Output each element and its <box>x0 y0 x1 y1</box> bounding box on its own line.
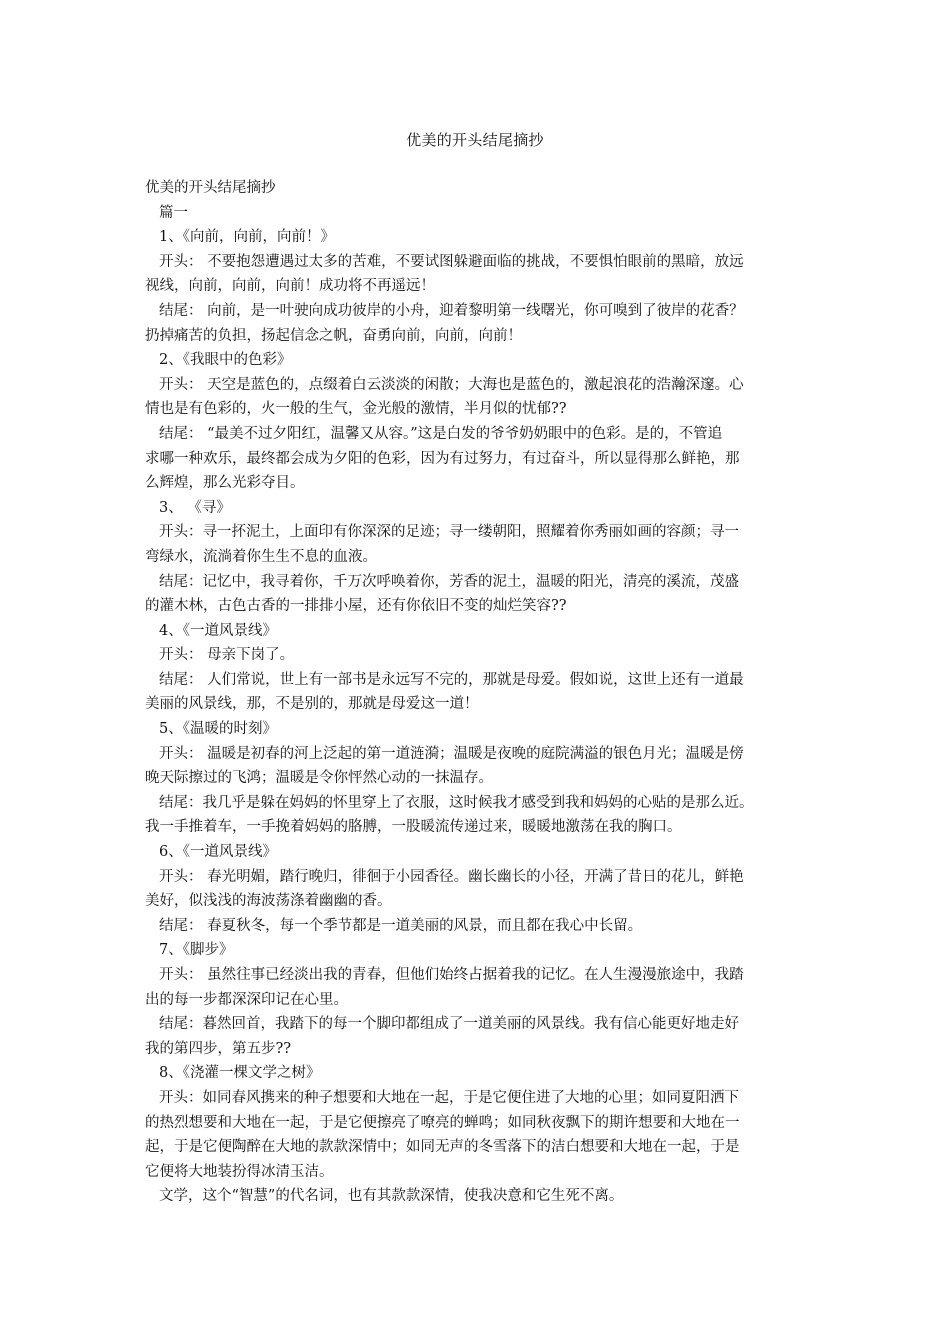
text-line: 结尾：暮然回首，我踏下的每一个脚印都组成了一道美丽的风景线。我有信心能更好地走好 <box>159 1016 739 1033</box>
document-body <box>145 176 807 1209</box>
text-line: 它便将大地装扮得冰清玉洁。 <box>145 1163 334 1180</box>
text-line: 开头： 春光明媚，踏行晚归，徘徊于小园香径。幽长幽长的小径，开满了昔日的花儿，鲜艳 <box>159 868 744 885</box>
text-line: 的热烈想要和大地在一起，于是它便擦亮了嘹亮的蝉鸣；如同秋夜飘下的期许想要和大地在一 <box>145 1114 740 1131</box>
text-line: 视线，向前，向前，向前！成功将不再遥远！ <box>145 278 435 295</box>
text-line: 8、《浇灌一棵文学之树》 <box>159 1065 321 1082</box>
text-line: 美好，似浅浅的海波荡涤着幽幽的香。 <box>145 893 392 910</box>
text-line: 开头：如同春风携来的种子想要和大地在一起，于是它便住进了大地的心里；如同夏阳洒下 <box>159 1089 739 1106</box>
text-line: 4、《一道风景线》 <box>159 622 277 639</box>
text-line: 6、《一道风景线》 <box>159 844 277 861</box>
text-line: 的灌木林，古色古香的一排排小屋，还有你依旧不变的灿烂笑容?? <box>145 598 567 615</box>
text-line: 起，于是它便陶醉在大地的款款深情中；如同无声的冬雪落下的洁白想要和大地在一起，于是 <box>145 1139 740 1156</box>
text-line: 2、《我眼中的色彩》 <box>159 352 292 369</box>
text-line: 结尾： 春夏秋冬，每一个季节都是一道美丽的风景，而且都在我心中长留。 <box>159 917 643 934</box>
text-line: 篇一 <box>159 204 188 221</box>
text-line: 晚天际擦过的飞鸿；温暖是令你怦然心动的一抹温存。 <box>145 770 493 787</box>
text-line: 7、《脚步》 <box>159 942 234 959</box>
text-line: 结尾： 向前，是一叶驶向成功彼岸的小舟，迎着黎明第一线曙光，你可嗅到了彼岸的花香？ <box>159 302 744 319</box>
text-line: 出的每一步都深深印记在心里。 <box>145 991 348 1008</box>
text-line: 优美的开头结尾摘抄 <box>145 180 276 196</box>
text-line: 么辉煌，那么光彩夺目。 <box>145 475 305 492</box>
text-line: 我的第四步，第五步?? <box>145 1040 292 1057</box>
text-line: 结尾：我几乎是躲在妈妈的怀里穿上了衣服，这时候我才感受到我和妈妈的心贴的是那么近。 <box>159 794 754 811</box>
text-line: 求哪一种欢乐，最终都会成为夕阳的色彩，因为有过努力，有过奋斗，所以显得那么鲜艳，那 <box>145 450 740 467</box>
text-line: 情也是有色彩的，火一般的生气，金光般的激情，半月似的忧郁?? <box>145 401 567 418</box>
text-line: 我一手推着车，一手挽着妈妈的胳膊，一股暖流传递过来，暖暖地激荡在我的胸口。 <box>145 819 682 836</box>
text-line: 开头：寻一抔泥土，上面印有你深深的足迹；寻一缕朝阳，照耀着你秀丽如画的容颜；寻一 <box>159 524 739 541</box>
text-line: 5、《温暖的时刻》 <box>159 721 277 738</box>
text-line: 结尾：记忆中，我寻着你，千万次呼唤着你，芳香的泥土，温暖的阳光，清亮的溪流，茂盛 <box>159 573 739 590</box>
text-line: 文学，这个“智慧”的代名词，也有其款款深情，使我决意和它生死不离。 <box>159 1188 624 1205</box>
text-line: 结尾： 人们常说，世上有一部书是永远写不完的，那就是母爱。假如说，这世上还有一道最 <box>159 671 744 688</box>
text-line: 美丽的风景线，那，不是别的，那就是母爱这一道！ <box>145 696 479 713</box>
text-line: 开头： 母亲下岗了。 <box>159 647 295 664</box>
text-line: 开头： 天空是蓝色的，点缀着白云淡淡的闲散；大海也是蓝色的，激起浪花的浩瀚深邃。心 <box>159 376 744 393</box>
text-line: 弯绿水，流淌着你生生不息的血液。 <box>145 548 377 565</box>
document-title: 优美的开头结尾摘抄 <box>406 131 544 149</box>
text-line: 3、 《寻》 <box>159 499 231 516</box>
text-line: 1、《向前，向前，向前！》 <box>159 229 335 246</box>
text-line: 开头： 虽然往事已经淡出我的青春，但他们始终占据着我的记忆。在人生漫漫旅途中，我踏 <box>159 967 744 983</box>
text-line: 开头： 不要抱怨遭遇过太多的苦难，不要试图躲避面临的挑战，不要惧怕眼前的黑暗，放远 <box>159 253 744 270</box>
text-line: 扔掉痛苦的负担，扬起信念之帆，奋勇向前，向前，向前！ <box>145 327 522 344</box>
text-line: 结尾： “最美不过夕阳红，温馨又从容。”这是白发的爷爷奶奶眼中的色彩。是的，不管追 <box>159 425 723 442</box>
text-line: 开头： 温暖是初春的河上泛起的第一道涟漪；温暖是夜晚的庭院满溢的银色月光；温暖是傍 <box>159 745 744 762</box>
